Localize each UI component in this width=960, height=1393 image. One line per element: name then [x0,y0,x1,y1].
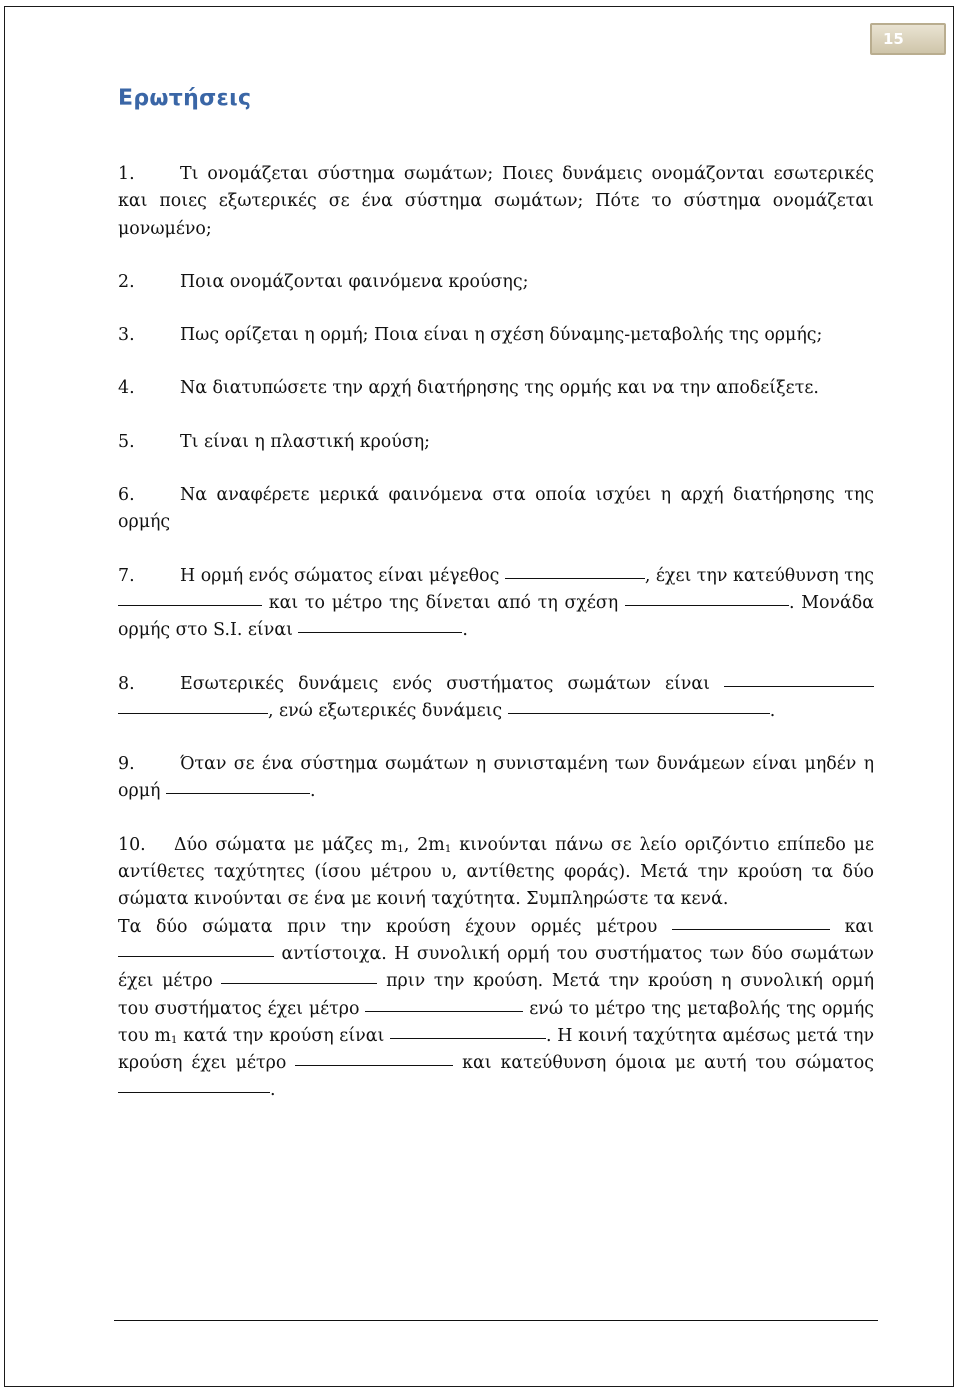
subscript: 1 [444,842,452,855]
question-number: 5. [118,431,135,452]
question-text: πριν την κρούση. Μετά την κρούση η συνολική ορμή του συστήματος έχει μέτρο [118,971,875,1019]
fill-blank[interactable] [118,604,262,606]
question-number: 2. [118,271,135,292]
question-10 [118,832,874,914]
question-8 [118,671,874,726]
fill-blank[interactable] [221,982,377,984]
question-number: 8. [118,673,135,694]
question-text: και [844,916,874,937]
question-text: Ποια ονομάζονται φαινόμενα κρούσης; [180,271,529,292]
question-text: , έχει την κατεύθυνση της [644,565,874,586]
question-text: αντίστοιχα. Η συνολική ορμή του συστήματος των δύο σωμάτων έχει μέτρο [118,943,874,992]
footer-divider [114,1320,878,1321]
question-7 [118,563,874,645]
question-9 [118,751,874,806]
question-text: Τα δύο σώματα πριν την κρούση έχουν ορμές μέτρου [118,916,658,937]
subscript: 1 [397,842,404,855]
fill-blank[interactable] [166,792,310,794]
question-text: κινούνται πάνω σε λείο οριζόντιο επίπεδο με αντίθετες ταχύτητες (ίσου μέτρου υ, αντίθετης φοράς). Μετά την κρούση τα δύο σώματα κινούνται σε ένα με κοινή ταχύτητα. Συμπληρώστε τα κενά. [118,834,874,910]
page-number-badge: 15 [870,23,946,55]
subscript: 1 [170,1033,178,1046]
question-6 [118,482,874,537]
fill-blank[interactable] [365,1010,523,1012]
fill-blank[interactable] [118,955,274,957]
question-text: και κατεύθυνση όμοια με αυτή του σώματος [462,1053,874,1074]
question-number: 4. [118,378,135,399]
fill-blank[interactable] [508,712,770,714]
fill-blank[interactable] [390,1037,546,1039]
question-text: και το μέτρο της δίνεται από τη σχέση [268,592,619,613]
question-text: κατά την κρούση είναι [177,1025,385,1046]
question-4 [118,375,874,402]
question-number: 7. [118,565,135,586]
question-text: . [462,620,468,641]
question-text: Τι είναι η πλαστική κρούση; [180,431,430,452]
section-heading: Ερωτήσεις [118,86,252,111]
question-3 [118,322,874,349]
question-5 [118,429,874,456]
question-number: 1. [118,164,135,184]
question-text: Πως ορίζεται η ορμή; Ποια είναι η σχέση δύναμης-μεταβολής της ορμής; [180,325,823,346]
question-number: 3. [118,325,135,346]
question-text: . Μονάδα ορμής στο S.I. είναι [118,592,874,641]
question-1 [118,161,874,243]
fill-blank[interactable] [118,1091,270,1093]
question-10-fill-paragraph [118,914,874,1105]
question-text: , 2m [403,834,445,855]
question-number: 10. [118,834,146,855]
fill-blank[interactable] [724,685,874,687]
question-text: Η ορμή ενός σώματος είναι μέγεθος [180,565,500,586]
questions-list [118,161,874,1105]
question-number: 6. [118,485,135,506]
fill-blank[interactable] [505,577,645,579]
question-text: Όταν σε ένα σύστημα σωμάτων η συνισταμένη των δυνάμεων είναι μηδέν η ορμή [118,754,874,802]
question-text: Εσωτερικές δυνάμεις ενός συστήματος σωμάτων είναι [180,673,710,694]
question-text: Να αναφέρετε μερικά φαινόμενα στα οποία ισχύει η αρχή διατήρησης της ορμής [118,485,874,533]
question-2 [118,269,874,296]
question-text: Να διατυπώσετε την αρχή διατήρησης της ορμής και να την αποδείξετε. [180,378,819,399]
question-text: . [769,700,776,721]
question-text: ενώ το μέτρο της μεταβολής της ορμής του m [118,998,875,1046]
question-number: 9. [118,754,135,775]
question-text: . [309,781,316,802]
fill-blank[interactable] [295,1064,453,1066]
question-text: Δύο σώματα με μάζες m [174,834,398,855]
question-text: . [270,1080,276,1101]
fill-blank[interactable] [672,928,830,930]
question-text: . Η κοινή ταχύτητα αμέσως μετά την κρούση έχει μέτρο [118,1025,875,1074]
fill-blank[interactable] [118,712,268,714]
question-text: Τι ονομάζεται σύστημα σωμάτων; Ποιες δυνάμεις ονομάζονται εσωτερικές και ποιες εξωτερικές σε ένα σύστημα σωμάτων; Πότε το σύστημα ονομάζεται μονωμένο; [118,164,874,239]
question-text: , ενώ εξωτερικές δυνάμεις [268,700,503,721]
fill-blank[interactable] [298,631,462,633]
fill-blank[interactable] [625,604,789,606]
